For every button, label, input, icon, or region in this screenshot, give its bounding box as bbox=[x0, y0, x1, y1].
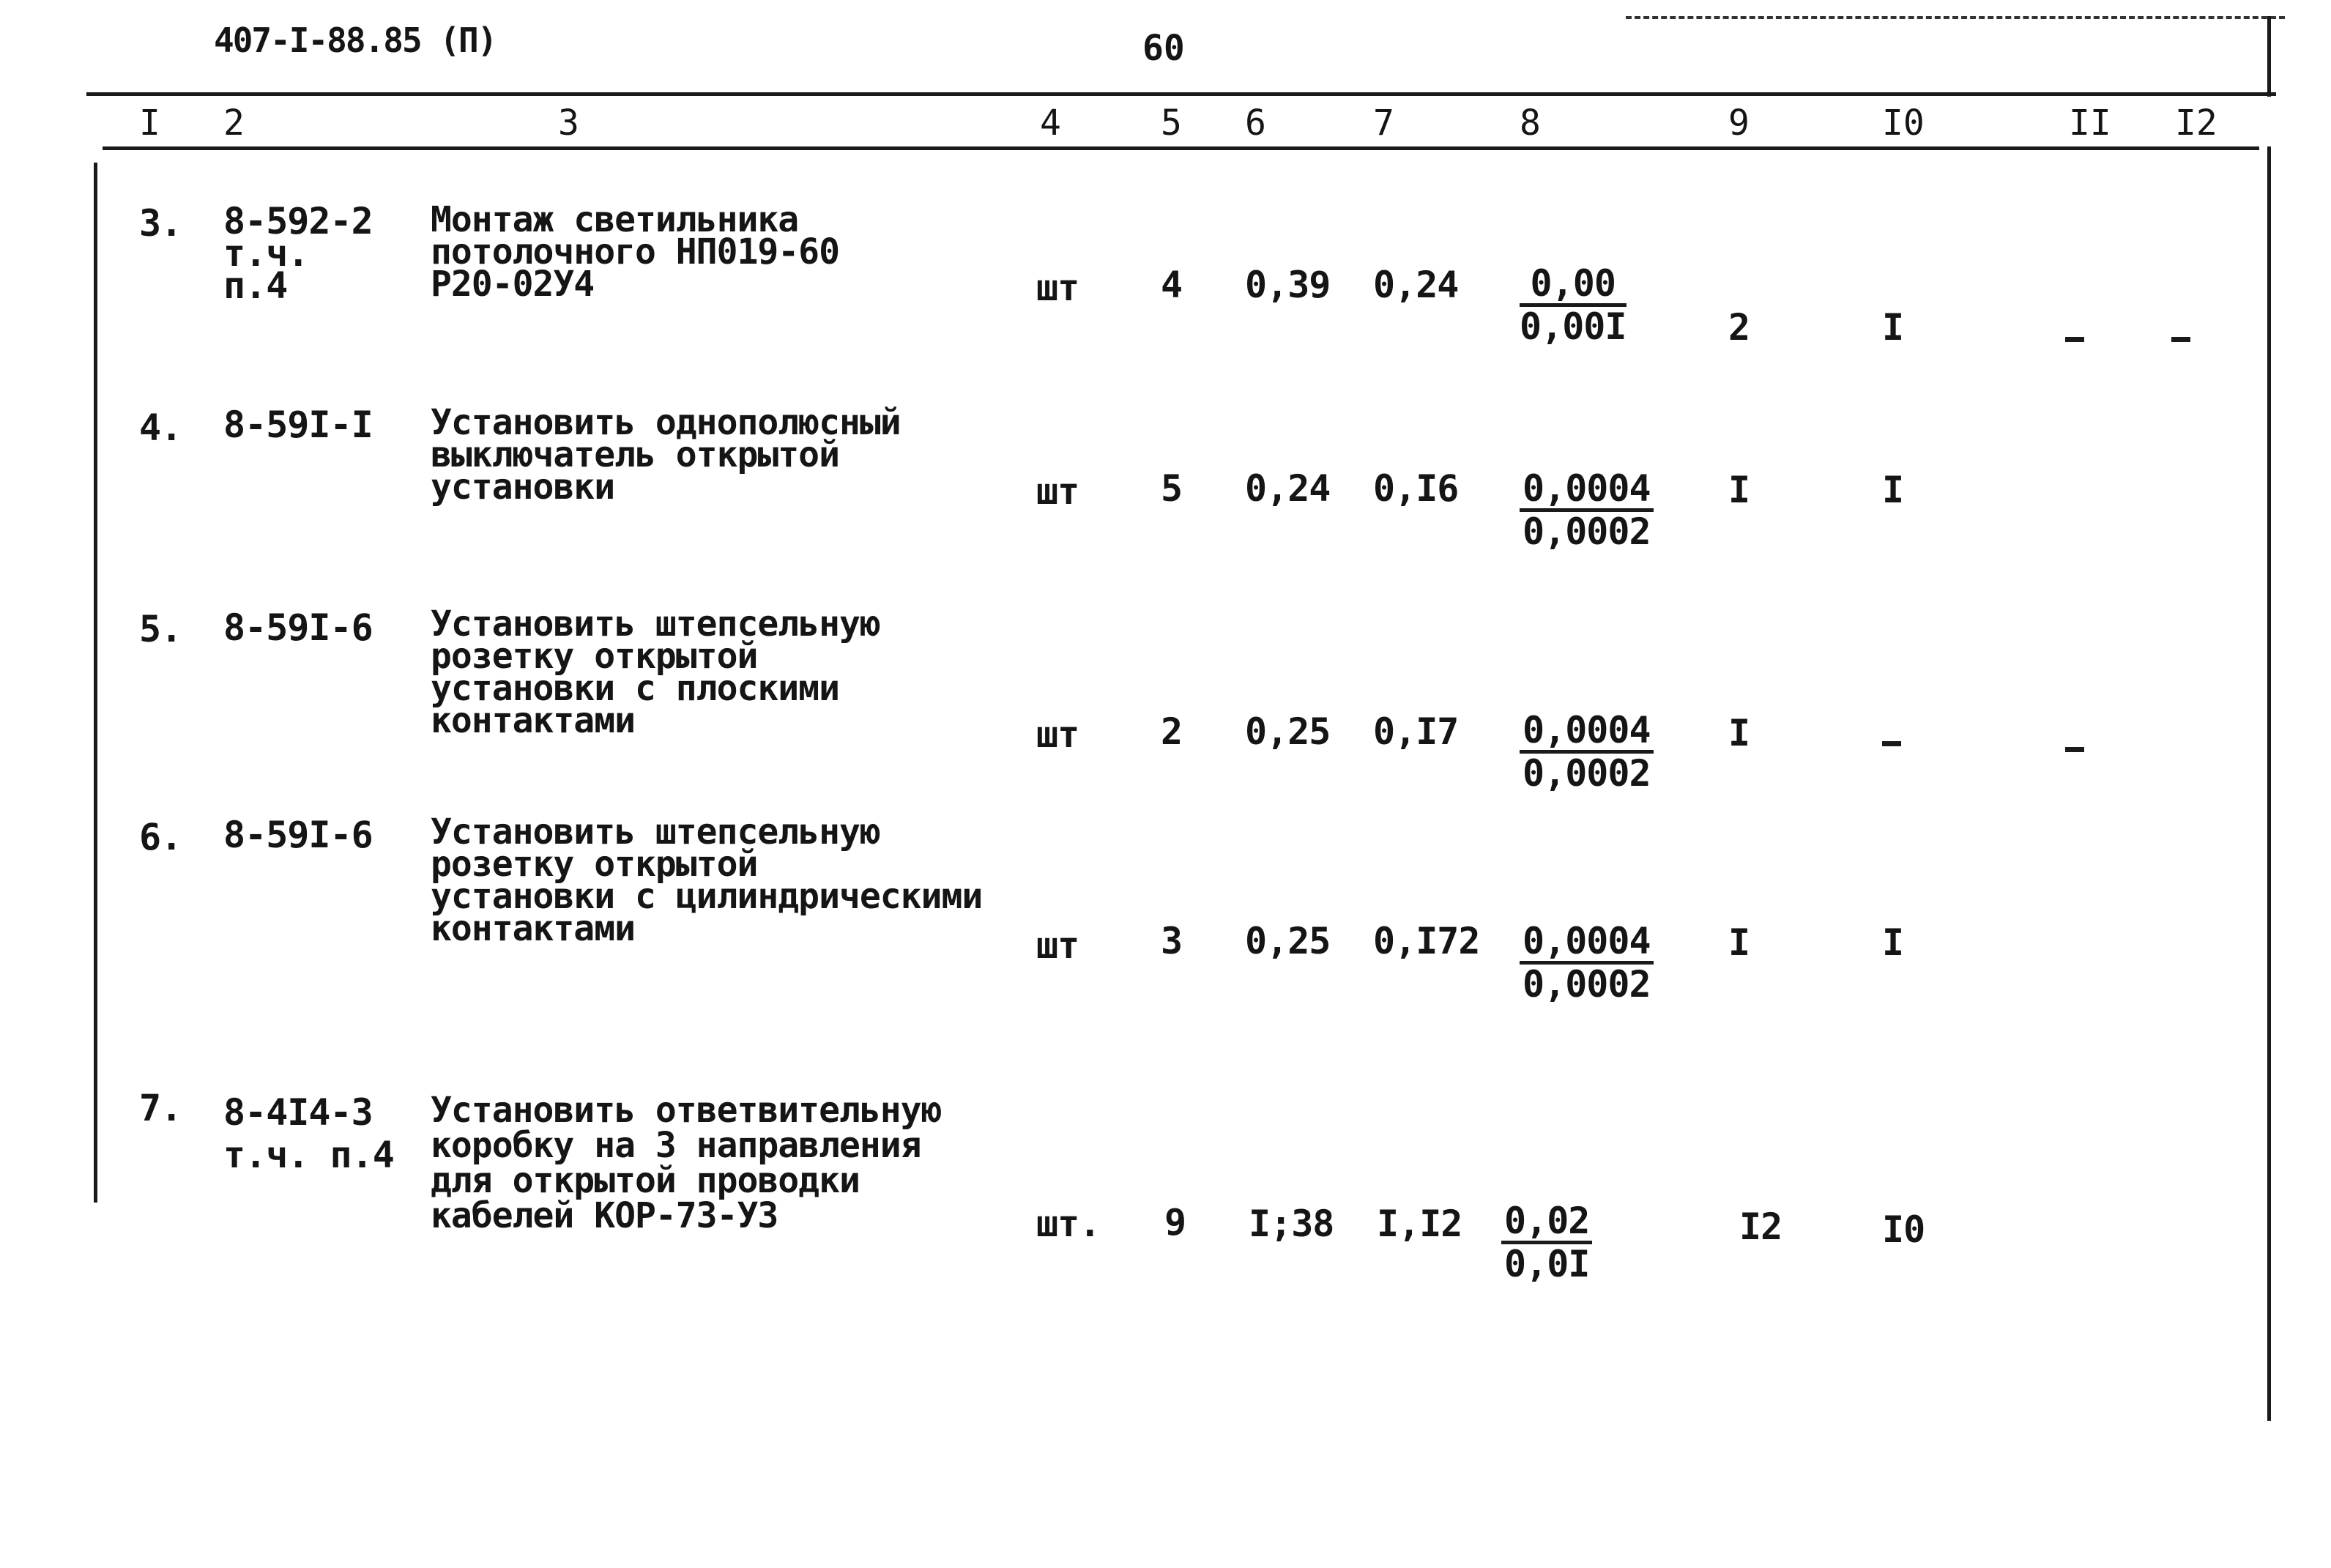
row-number: 6. bbox=[139, 816, 182, 858]
fraction-col8 bbox=[1520, 710, 1654, 793]
value-col6: 0,25 bbox=[1245, 710, 1331, 753]
column-header: 3 bbox=[558, 103, 579, 144]
column-header: 6 bbox=[1245, 103, 1266, 144]
value-col9: I bbox=[1728, 469, 1750, 511]
value-col11 bbox=[2065, 337, 2084, 342]
header-bottom-rule bbox=[103, 146, 2259, 150]
value-col10: I0 bbox=[1882, 1208, 1925, 1251]
unit-of-measure: шт. bbox=[1036, 1203, 1101, 1245]
unit-of-measure: шт bbox=[1036, 267, 1079, 309]
right-top-border bbox=[2267, 16, 2271, 97]
fraction-col8 bbox=[1520, 469, 1654, 551]
quantity: 3 bbox=[1161, 920, 1183, 962]
quantity: 4 bbox=[1161, 264, 1183, 306]
document-code: 407-I-88.85 (П) bbox=[214, 21, 497, 60]
fraction-denominator: 0,00I bbox=[1520, 305, 1627, 348]
quantity: 9 bbox=[1164, 1201, 1186, 1244]
work-description: Установить штепсельную розетку открытой установки с плоскими контактами bbox=[431, 603, 880, 741]
right-border bbox=[2267, 146, 2271, 1421]
value-col6: 0,39 bbox=[1245, 264, 1331, 306]
row-number: 5. bbox=[139, 608, 182, 650]
column-header: II bbox=[2069, 103, 2111, 144]
value-col7: 0,24 bbox=[1373, 264, 1459, 306]
fraction-denominator: 0,0002 bbox=[1523, 510, 1651, 553]
fraction-numerator: 0,00 bbox=[1520, 264, 1627, 307]
value-col7: 0,I6 bbox=[1373, 467, 1459, 510]
column-header: 7 bbox=[1373, 103, 1394, 144]
fraction-col8 bbox=[1520, 264, 1627, 346]
norm-code: 8-59I-6 bbox=[223, 814, 373, 856]
value-col6: I;38 bbox=[1249, 1203, 1334, 1245]
value-col11 bbox=[2065, 747, 2084, 752]
left-border bbox=[94, 163, 97, 1203]
work-description: Установить штепсельную розетку открытой установки с цилиндрическими контактами bbox=[431, 811, 983, 949]
row-number: 4. bbox=[139, 406, 182, 449]
unit-of-measure: шт bbox=[1036, 713, 1079, 756]
column-header: I bbox=[139, 103, 160, 144]
top-dashed-rule bbox=[1626, 16, 2285, 21]
column-header: 4 bbox=[1040, 103, 1061, 144]
fraction-numerator: 0,02 bbox=[1501, 1201, 1592, 1244]
value-col10: I bbox=[1882, 921, 1904, 964]
quantity: 5 bbox=[1161, 467, 1183, 510]
value-col7: I,I2 bbox=[1377, 1203, 1462, 1245]
fraction-col8 bbox=[1501, 1201, 1592, 1284]
page-number: 60 bbox=[1142, 28, 1185, 69]
column-header: 2 bbox=[223, 103, 245, 144]
quantity: 2 bbox=[1161, 710, 1183, 753]
fraction-denominator: 0,0I bbox=[1504, 1243, 1590, 1285]
value-col12 bbox=[2171, 337, 2190, 342]
value-col9: 2 bbox=[1728, 306, 1750, 349]
value-col6: 0,25 bbox=[1245, 920, 1331, 962]
norm-code: 8-4I4-3 т.ч. п.4 bbox=[223, 1091, 394, 1176]
norm-code: 8-592-2 т.ч. п.4 bbox=[223, 200, 373, 307]
column-header: 5 bbox=[1161, 103, 1182, 144]
column-header: I2 bbox=[2175, 103, 2217, 144]
norm-code: 8-59I-I bbox=[223, 404, 373, 446]
value-col7: 0,I72 bbox=[1373, 920, 1480, 962]
value-col9: I2 bbox=[1739, 1205, 1782, 1248]
fraction-denominator: 0,0002 bbox=[1523, 963, 1651, 1006]
unit-of-measure: шт bbox=[1036, 924, 1079, 967]
value-col9: I bbox=[1728, 921, 1750, 964]
work-description: Монтаж светильника потолочного НП019-60 Р20-02У4 bbox=[431, 199, 839, 305]
fraction-denominator: 0,0002 bbox=[1523, 752, 1651, 795]
value-col10 bbox=[1882, 741, 1901, 746]
fraction-numerator: 0,0004 bbox=[1520, 921, 1654, 965]
column-header: 8 bbox=[1520, 103, 1541, 144]
value-col9: I bbox=[1728, 712, 1750, 754]
fraction-col8 bbox=[1520, 921, 1654, 1004]
value-col10: I bbox=[1882, 306, 1904, 349]
column-header: 9 bbox=[1728, 103, 1750, 144]
unit-of-measure: шт bbox=[1036, 470, 1079, 513]
value-col6: 0,24 bbox=[1245, 467, 1331, 510]
header-top-rule bbox=[86, 92, 2276, 96]
row-number: 3. bbox=[139, 202, 182, 245]
norm-code: 8-59I-6 bbox=[223, 606, 373, 649]
fraction-numerator: 0,0004 bbox=[1520, 469, 1654, 512]
fraction-numerator: 0,0004 bbox=[1520, 710, 1654, 754]
row-number: 7. bbox=[139, 1087, 182, 1129]
work-description: Установить однополюсный выключатель открытой установки bbox=[431, 402, 901, 508]
column-header: I0 bbox=[1882, 103, 1925, 144]
value-col10: I bbox=[1882, 469, 1904, 511]
work-description: Установить ответвительную коробку на 3 направления для открытой проводки кабелей КОР-73-У3 bbox=[431, 1090, 942, 1236]
value-col7: 0,I7 bbox=[1373, 710, 1459, 753]
